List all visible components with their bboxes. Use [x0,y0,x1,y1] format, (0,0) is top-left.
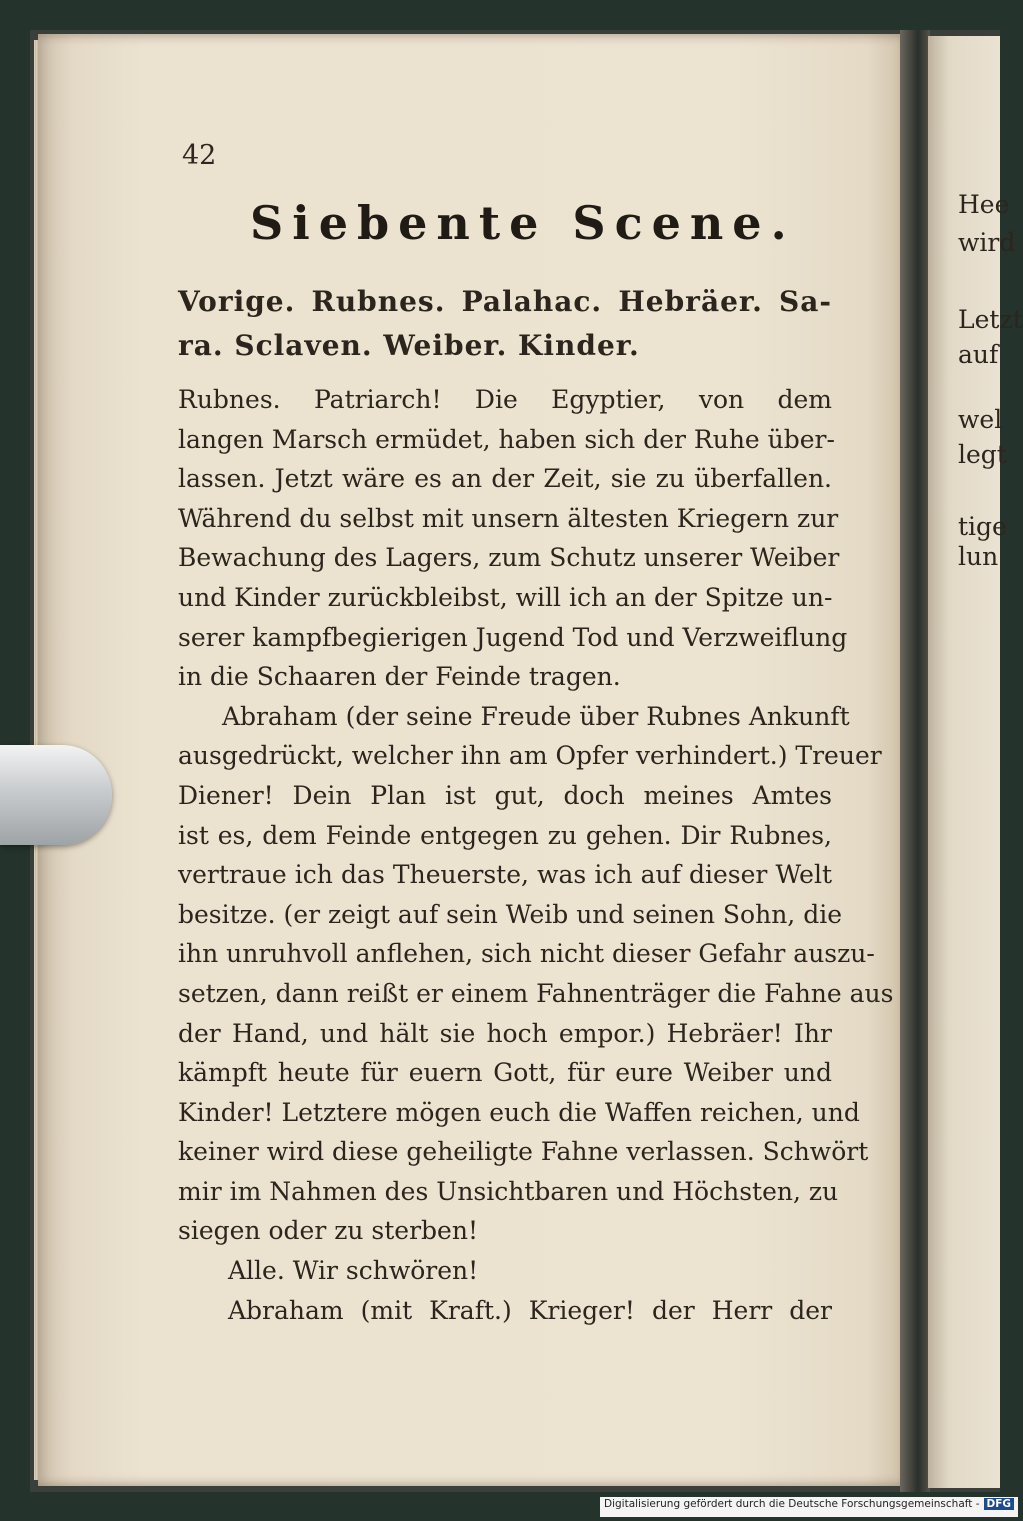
page-number: 42 [182,140,217,171]
facing-page-fragment: tige [958,512,1007,541]
text-line: langen Marsch ermüdet, haben sich der Ruhe über- [178,424,835,454]
book-clamp-clip [0,745,112,845]
text-line: besitze. (er zeigt auf sein Weib und seinen Sohn, die [178,899,842,929]
book-gutter [900,30,930,1492]
text-line: siegen oder zu sterben! [178,1216,478,1246]
facing-page-fragment: lun [958,542,999,571]
text-line: serer kampfbegierigen Jugend Tod und Verzweiflung [178,622,848,652]
cast-line: Vorige. Rubnes. Palahac. Hebräer. Sa- [178,285,832,318]
text-line: vertraue ich das Theuerste, was ich auf dieser Welt [178,860,832,890]
scene-title: Siebente Scene. [250,196,796,250]
text-line: keiner wird diese geheiligte Fahne verlassen. Schwört [178,1137,869,1167]
cast-line: ra. Sclaven. Weiber. Kinder. [178,329,640,362]
cast-list [178,280,832,368]
text-line: Alle. Wir schwören! [228,1256,479,1286]
text-line: Abraham (der seine Freude über Rubnes Ankunft [222,701,850,731]
text-line: und Kinder zurückbleibst, will ich an der Spitze un- [178,582,833,612]
text-line: Diener! Dein Plan ist gut, doch meines Amtes [178,780,832,810]
text-line: setzen, dann reißt er einem Fahnenträger die Fahne aus [178,978,894,1008]
facing-page-fragment: wird [958,228,1016,257]
text-line: ist es, dem Feinde entgegen zu gehen. Dir Rubnes, [178,820,832,850]
text-line: lassen. Jetzt wäre es an der Zeit, sie zu überfallen. [178,464,832,494]
facing-page-fragment: auf [958,340,999,369]
text-line: Rubnes. Patriarch! Die Egyptier, von dem [178,385,832,414]
text-line: Bewachung des Lagers, zum Schutz unserer Weiber [178,543,840,573]
text-line: mir im Nahmen des Unsichtbaren und Höchsten, zu [178,1176,839,1206]
text-line: Abraham (mit Kraft.) Krieger! der Herr der [228,1295,832,1325]
text-line: kämpft heute für euern Gott, für eure Weiber und [178,1058,832,1088]
text-line: der Hand, und hält sie hoch empor.) Hebräer! Ihr [178,1018,832,1048]
text-line: Kinder! Letztere mögen euch die Waffen reichen, und [178,1097,860,1127]
text-line: Während du selbst mit unsern ältesten Kriegern zur [178,503,839,533]
text-line: ausgedrückt, welcher ihn am Opfer verhindert.) Treuer [178,741,882,771]
text-line: ihn unruhvoll anflehen, sich nicht dieser Gefahr auszu- [178,939,875,969]
digitization-credit [600,1497,1018,1517]
facing-page-fragment: wel [958,405,1003,434]
credit-text: Digitalisierung gefördert durch die Deutsche Forschungsgemeinschaft - [604,1498,980,1510]
dialogue-text [178,380,894,1330]
facing-page-fragment: legt [958,440,1007,469]
dfg-logo: DFG [984,1498,1015,1510]
text-line: in die Schaaren der Feinde tragen. [178,662,621,692]
facing-page-fragment: Hee [958,190,1010,219]
facing-page-fragment: Letzt [958,305,1023,334]
